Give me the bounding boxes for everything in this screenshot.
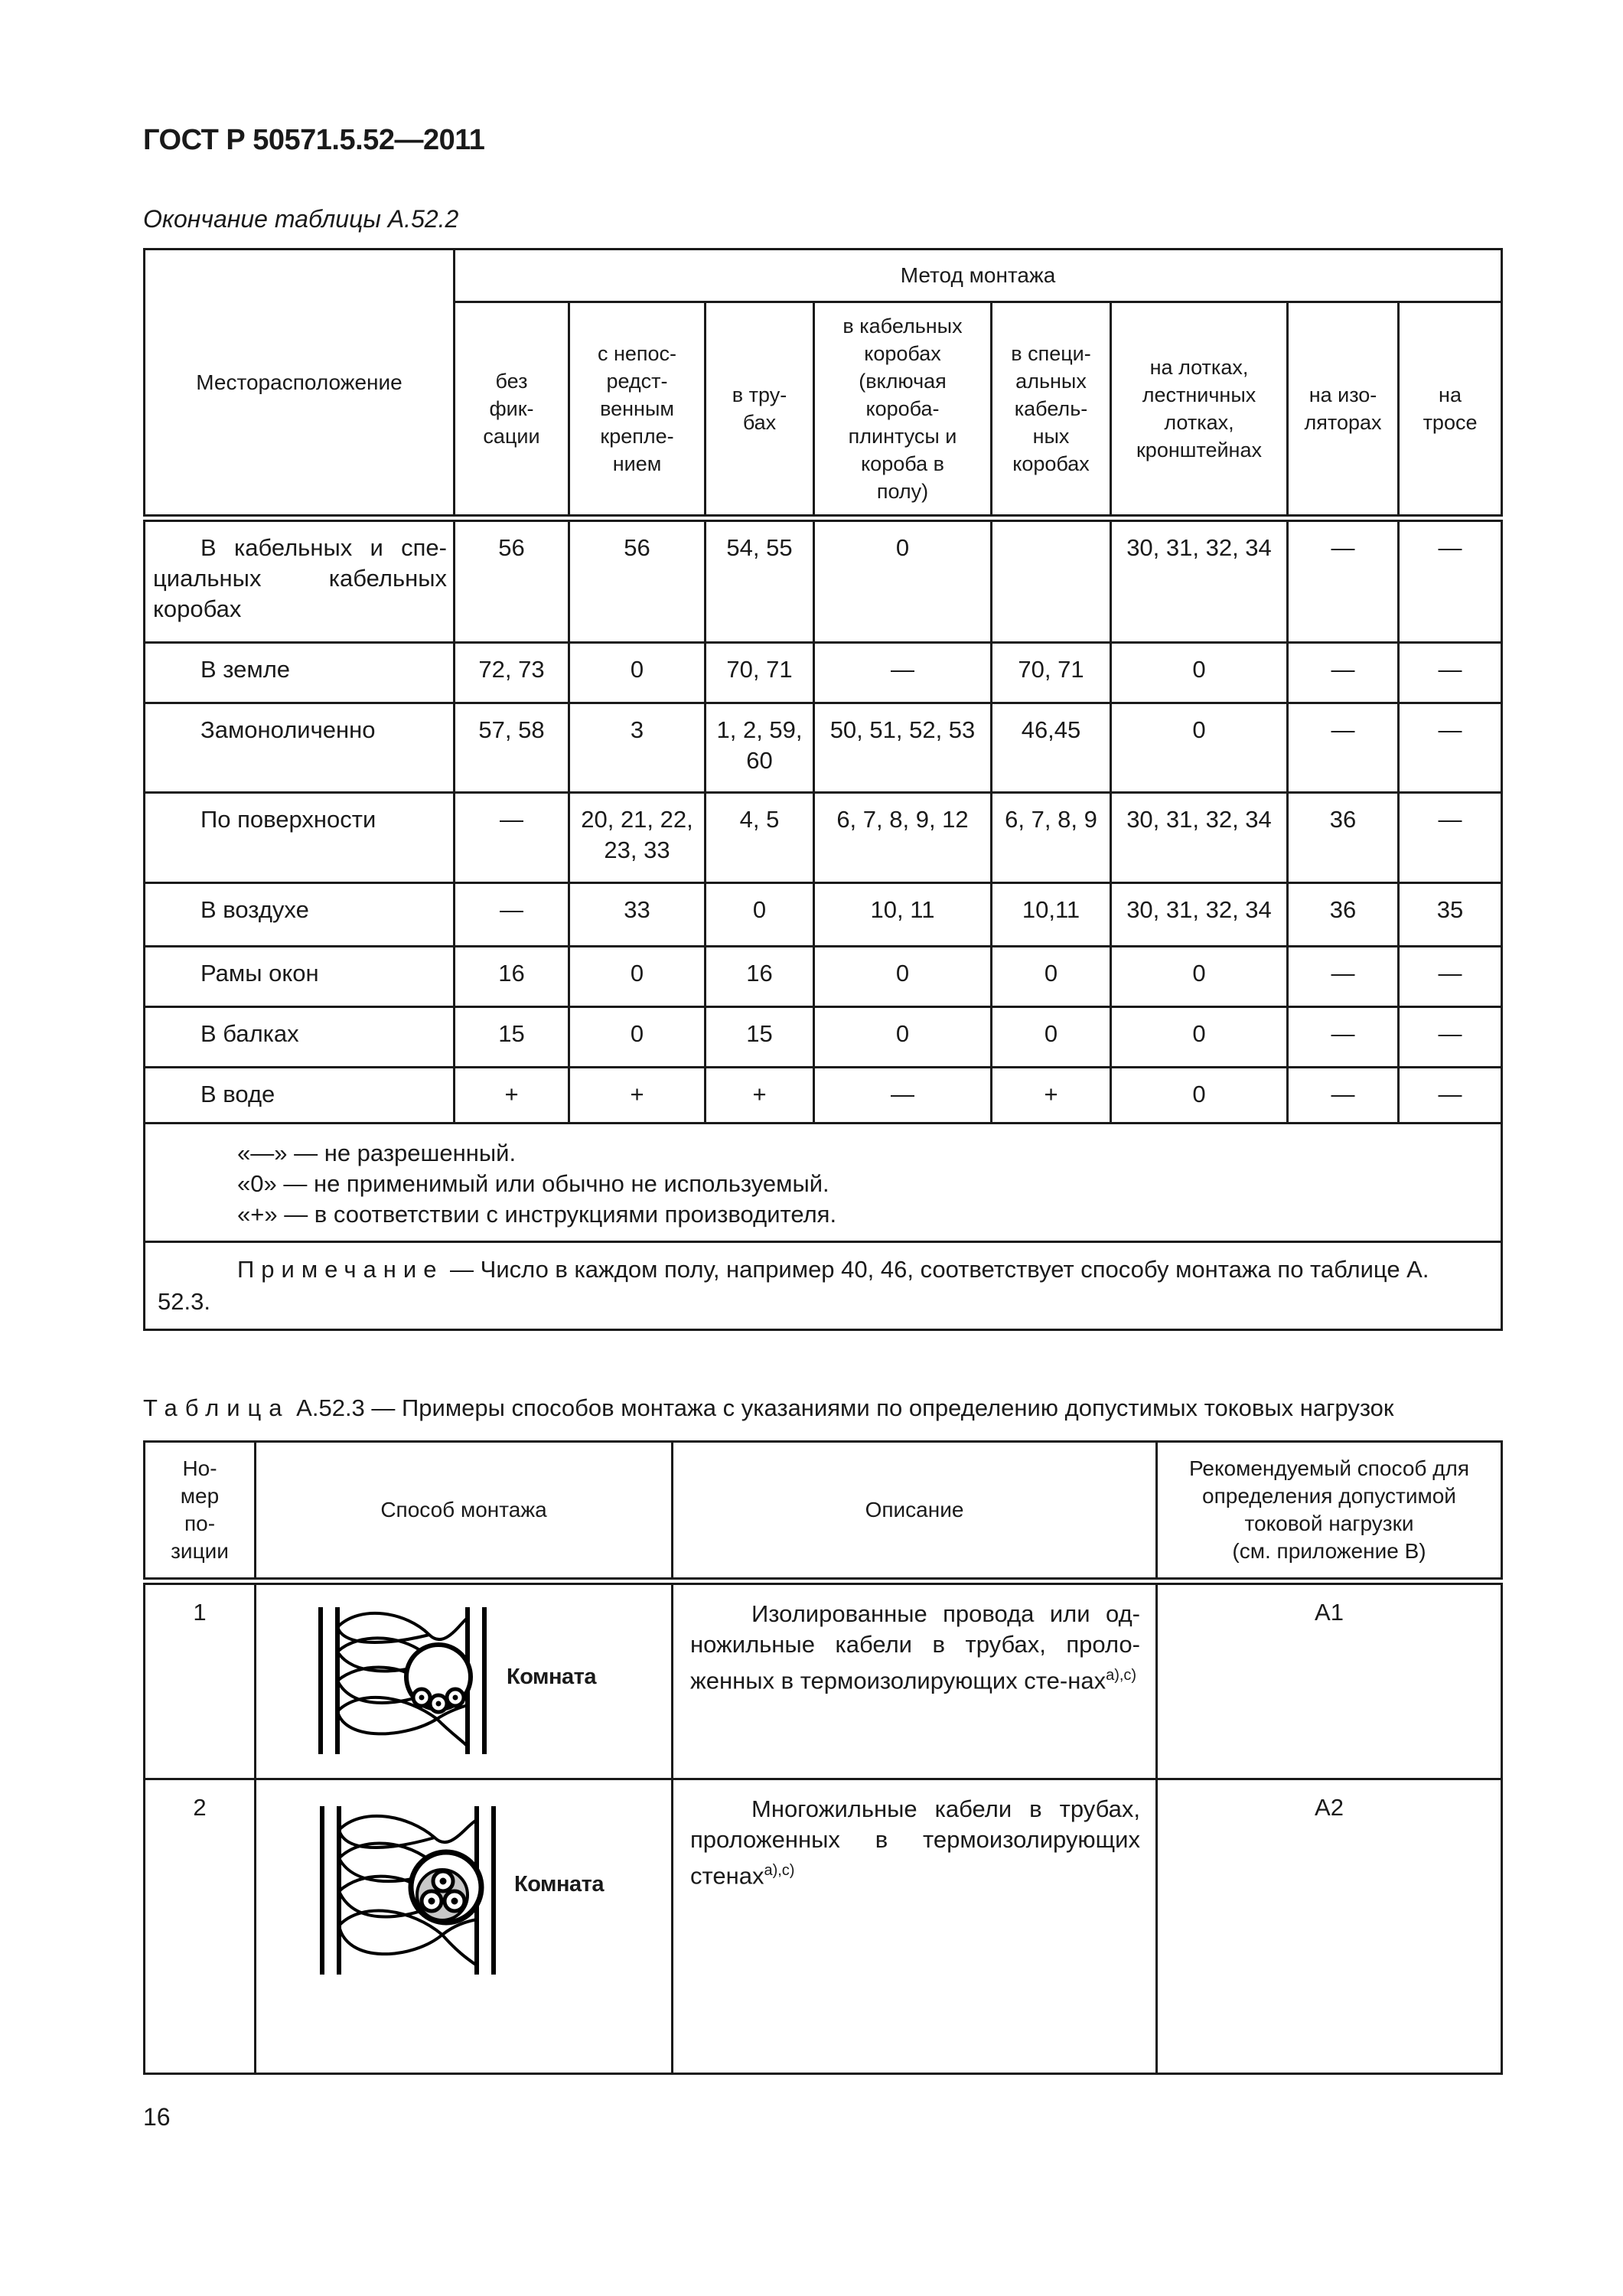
legend-item: «—» — не разрешенный. (237, 1139, 517, 1166)
method-value-cell: 10,11 (992, 882, 1111, 946)
method-value-cell: 0 (814, 518, 992, 642)
header-installation-method: Метод монтажа (455, 249, 1502, 302)
legend-item: «0» — не применимый или обычно не используемый. (237, 1169, 829, 1197)
recommended-method: A1 (1157, 1581, 1502, 1779)
header-line: коробах (864, 342, 941, 365)
method-value-cell: 1, 2, 59, 60 (706, 703, 814, 792)
method-value-cell: 6, 7, 8, 9, 12 (814, 792, 992, 882)
header-line: (включая (859, 370, 947, 393)
note-text: — Число в каждом полу, например 40, 46, соответствует способу монтажа по таблице А. 52.3. (158, 1255, 1429, 1315)
method-value-cell: 16 (706, 946, 814, 1006)
method-value-cell: 16 (455, 946, 569, 1006)
location-cell: Замоноличенно (145, 703, 455, 792)
header-line: бах (742, 411, 777, 434)
header-method: Способ монтажа (256, 1442, 673, 1582)
header-method-column (1399, 302, 1502, 519)
method-value-cell (992, 518, 1111, 642)
location-cell: В кабельных и спе-циальных кабельных коробах (145, 518, 455, 642)
header-line: ных (1032, 425, 1070, 448)
method-value-cell: 36 (1288, 882, 1399, 946)
method-value-cell: 15 (706, 1006, 814, 1067)
method-value-cell: 3 (569, 703, 706, 792)
method-diagram-cell (256, 1779, 673, 2073)
method-value-cell: — (455, 882, 569, 946)
method-value-cell: 57, 58 (455, 703, 569, 792)
method-value-cell: 0 (1111, 703, 1288, 792)
table-row (145, 792, 1502, 882)
header-line: на (1439, 383, 1462, 406)
table-row (145, 1006, 1502, 1067)
table-row (145, 518, 1502, 642)
method-value-cell: 36 (1288, 792, 1399, 882)
method-value-cell: — (1399, 946, 1502, 1006)
document-header: ГОСТ Р 50571.5.52—2011 (143, 124, 485, 156)
method-value-cell: — (1288, 946, 1399, 1006)
header-line: нием (612, 452, 662, 475)
method-value-cell: — (1399, 1067, 1502, 1123)
location-cell: Рамы окон (145, 946, 455, 1006)
location-cell: В балках (145, 1006, 455, 1067)
method-value-cell: 0 (569, 642, 706, 703)
header-location: Месторасположение (145, 249, 455, 519)
header-line: редст- (606, 370, 668, 393)
header-line: в специ- (1011, 342, 1091, 365)
method-description: Многожильные кабели в трубах, проложенных в термоизолирующих стенах$^{а),с)}$ (673, 1779, 1157, 2073)
header-line: в тру- (732, 383, 787, 406)
method-value-cell: 0 (1111, 1067, 1288, 1123)
method-value-cell: 46,45 (992, 703, 1111, 792)
method-value-cell: — (455, 792, 569, 882)
method-value-cell: — (1399, 792, 1502, 882)
table-note (145, 1241, 1502, 1329)
method-value-cell: 35 (1399, 882, 1502, 946)
header-line: коробах (1012, 452, 1090, 475)
method-value-cell: — (1399, 642, 1502, 703)
room-label: Комната (507, 1665, 596, 1689)
header-line: ляторах (1304, 411, 1382, 434)
header-line: альных (1015, 370, 1087, 393)
method-value-cell: 70, 71 (992, 642, 1111, 703)
method-value-cell: + (455, 1067, 569, 1123)
footnote-refs: а),с) (764, 1861, 795, 1879)
header-line: тросе (1423, 411, 1478, 434)
method-value-cell: 70, 71 (706, 642, 814, 703)
method-value-cell: 6, 7, 8, 9 (992, 792, 1111, 882)
method-value-cell: 0 (992, 946, 1111, 1006)
header-line: крепле- (600, 425, 674, 448)
method-value-cell: 0 (1111, 642, 1288, 703)
header-line: на лотках, (1149, 356, 1249, 379)
method-value-cell: 10, 11 (814, 882, 992, 946)
footnote-refs: а),с) (1106, 1667, 1137, 1684)
header-line: сации (483, 425, 540, 448)
method-value-cell: — (1399, 703, 1502, 792)
method-diagram-cell (256, 1581, 673, 1779)
method-value-cell: 72, 73 (455, 642, 569, 703)
table-row (145, 1779, 1502, 2073)
header-line: короба в (861, 452, 944, 475)
method-value-cell: — (1399, 518, 1502, 642)
legend (145, 1123, 1502, 1241)
method-value-cell: + (569, 1067, 706, 1123)
header-method-column (1288, 302, 1399, 519)
header-line: фик- (489, 397, 534, 420)
header-method-column (455, 302, 569, 519)
method-value-cell: 30, 31, 32, 34 (1111, 882, 1288, 946)
legend-item: «+» — в соответствии с инструкциями производителя. (237, 1200, 837, 1228)
method-value-cell: — (814, 1067, 992, 1123)
recommended-method: A2 (1157, 1779, 1502, 2073)
location-cell: По поверхности (145, 792, 455, 882)
insulated-wall-conduit-single-core-icon (314, 1604, 498, 1757)
table-row (145, 1067, 1502, 1123)
header-line: лестничных (1142, 383, 1256, 406)
header-line: лотках, (1164, 411, 1234, 434)
method-value-cell: 20, 21, 22, 23, 33 (569, 792, 706, 882)
method-value-cell: 0 (814, 946, 992, 1006)
table-continuation-caption: Окончание таблицы А.52.2 (143, 205, 459, 233)
room-label: Комната (514, 1871, 604, 1896)
table-label: Таблица (143, 1394, 290, 1421)
header-method-column (1111, 302, 1288, 519)
header-line: с непос- (597, 342, 677, 365)
method-value-cell: 50, 51, 52, 53 (814, 703, 992, 792)
method-description: Изолированные провода или од-ножильные кабели в трубах, проло-женных в термоизолирующих сте-нах$^{а),с)}$ (673, 1581, 1157, 1779)
method-value-cell: 4, 5 (706, 792, 814, 882)
table-row (145, 946, 1502, 1006)
header-description: Описание (673, 1442, 1157, 1582)
position-number: 2 (145, 1779, 256, 2073)
header-line: венным (600, 397, 674, 420)
method-value-cell: + (992, 1067, 1111, 1123)
header-line: на изо- (1309, 383, 1377, 406)
note-label: Примечание (237, 1255, 444, 1283)
method-value-cell: 15 (455, 1006, 569, 1067)
table-a52-2 (143, 248, 1503, 1331)
header-line: плинтусы и (848, 425, 957, 448)
header-line: полу) (876, 480, 929, 503)
location-cell: В земле (145, 642, 455, 703)
method-value-cell: 0 (569, 1006, 706, 1067)
page-number: 16 (143, 2103, 171, 2131)
method-value-cell: 0 (706, 882, 814, 946)
method-value-cell: 54, 55 (706, 518, 814, 642)
method-value-cell: 30, 31, 32, 34 (1111, 792, 1288, 882)
table-a52-3-title (143, 1394, 1394, 1422)
method-value-cell: — (1399, 1006, 1502, 1067)
method-value-cell: 0 (992, 1006, 1111, 1067)
method-value-cell: — (1288, 518, 1399, 642)
method-value-cell: 0 (1111, 1006, 1288, 1067)
table-row (145, 1581, 1502, 1779)
header-position-number: Но- мер по- зиции (145, 1442, 256, 1582)
position-number: 1 (145, 1581, 256, 1779)
header-line: кронштейнах (1136, 439, 1262, 461)
header-line: кабель- (1014, 397, 1088, 420)
header-method-column (992, 302, 1111, 519)
header-line: короба- (865, 397, 940, 420)
method-value-cell: — (1288, 1006, 1399, 1067)
method-value-cell: 33 (569, 882, 706, 946)
table-a52-3 (143, 1440, 1503, 2075)
table-row (145, 882, 1502, 946)
location-cell: В воде (145, 1067, 455, 1123)
location-cell: В воздухе (145, 882, 455, 946)
table-row (145, 642, 1502, 703)
method-value-cell: 0 (1111, 946, 1288, 1006)
method-value-cell: 30, 31, 32, 34 (1111, 518, 1288, 642)
table-title-text: А.52.3 — Примеры способов монтажа с указаниями по определению допустимых токовых нагрузок (289, 1394, 1394, 1421)
header-method-column (814, 302, 992, 519)
method-value-cell: — (814, 642, 992, 703)
header-method-column (706, 302, 814, 519)
header-line: без (495, 370, 528, 393)
header-method-column (569, 302, 706, 519)
method-value-cell: — (1288, 703, 1399, 792)
method-value-cell: — (1288, 642, 1399, 703)
header-recommended: Рекомендуемый способ для определения допустимой токовой нагрузки (см. приложение B) (1157, 1442, 1502, 1582)
method-value-cell: 56 (569, 518, 706, 642)
method-value-cell: 56 (455, 518, 569, 642)
method-value-cell: — (1288, 1067, 1399, 1123)
header-line: в кабельных (842, 315, 963, 338)
method-value-cell: + (706, 1067, 814, 1123)
insulated-wall-conduit-multi-core-icon (316, 1803, 507, 1979)
table-row (145, 703, 1502, 792)
method-value-cell: 0 (569, 946, 706, 1006)
method-value-cell: 0 (814, 1006, 992, 1067)
